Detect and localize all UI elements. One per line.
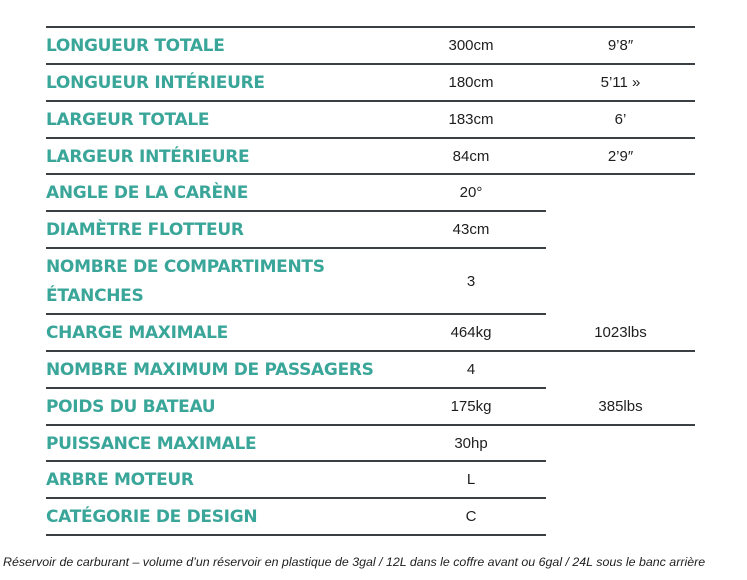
spec-metric: 183cm <box>448 111 494 128</box>
spec-label: CATÉGORIE DE DESIGN <box>46 507 258 527</box>
spec-table <box>46 27 695 535</box>
spec-label: ARBRE MOTEUR <box>46 470 194 490</box>
spec-label: ANGLE DE LA CARÈNE <box>46 183 249 203</box>
spec-metric: 30hp <box>454 434 488 452</box>
spec-row-poids-bateau <box>46 388 695 425</box>
spec-metric: 84cm <box>452 147 490 165</box>
spec-metric: 3 <box>466 272 476 290</box>
spec-imperial: 2’9″ <box>607 147 634 165</box>
spec-metric: 4 <box>466 361 476 378</box>
spec-metric: 43cm <box>452 221 490 238</box>
spec-label: POIDS DU BATEAU <box>46 397 216 417</box>
spec-imperial: 5’11 » <box>600 74 641 91</box>
spec-imperial: 9’8″ <box>607 37 634 54</box>
spec-label: DIAMÈTRE FLOTTEUR <box>46 220 244 240</box>
spec-row-angle-carene <box>46 174 695 211</box>
spec-metric: C <box>465 508 477 525</box>
spec-label: LARGEUR INTÉRIEURE <box>46 146 250 167</box>
spec-metric: L <box>466 471 476 488</box>
spec-metric: 464kg <box>450 324 492 341</box>
spec-imperial: 385lbs <box>598 398 643 415</box>
spec-row-categorie-design <box>46 498 695 535</box>
spec-row-compartiments-etanches <box>46 248 695 314</box>
fuel-tank-footnote: Réservoir de carburant – volume d’un réservoir en plastique de 3gal / 12L dans le coffre avant ou 6gal / 24L sous le banc arrière <box>3 555 706 569</box>
spec-row-puissance-maximale <box>46 425 695 461</box>
spec-label: LARGEUR TOTALE <box>46 110 210 130</box>
spec-label: LONGUEUR TOTALE <box>46 36 225 56</box>
spec-label: LONGUEUR INTÉRIEURE <box>46 73 265 93</box>
spec-row-largeur-totale <box>46 101 695 138</box>
spec-metric: 300cm <box>448 37 494 54</box>
spec-row-passagers <box>46 351 695 388</box>
spec-label: NOMBRE MAXIMUM DE PASSAGERS <box>46 360 374 380</box>
spec-metric: 180cm <box>448 74 494 91</box>
spec-metric: 20° <box>459 184 483 201</box>
spec-row-longueur-totale <box>46 27 695 64</box>
spec-imperial: 1023lbs <box>594 324 647 341</box>
spec-label: CHARGE MAXIMALE <box>46 323 228 343</box>
table-bottom-rule <box>46 534 546 536</box>
spec-label: PUISSANCE MAXIMALE <box>46 433 257 454</box>
spec-metric: 175kg <box>450 398 492 415</box>
spec-label: NOMBRE DE COMPARTIMENTS ÉTANCHES <box>46 257 325 306</box>
spec-row-longueur-interieure <box>46 64 695 101</box>
spec-imperial: 6’ <box>614 111 627 128</box>
spec-row-charge-maximale <box>46 314 695 351</box>
spec-row-diametre-flotteur <box>46 211 695 248</box>
spec-row-largeur-interieure <box>46 138 695 174</box>
spec-row-arbre-moteur <box>46 461 695 498</box>
